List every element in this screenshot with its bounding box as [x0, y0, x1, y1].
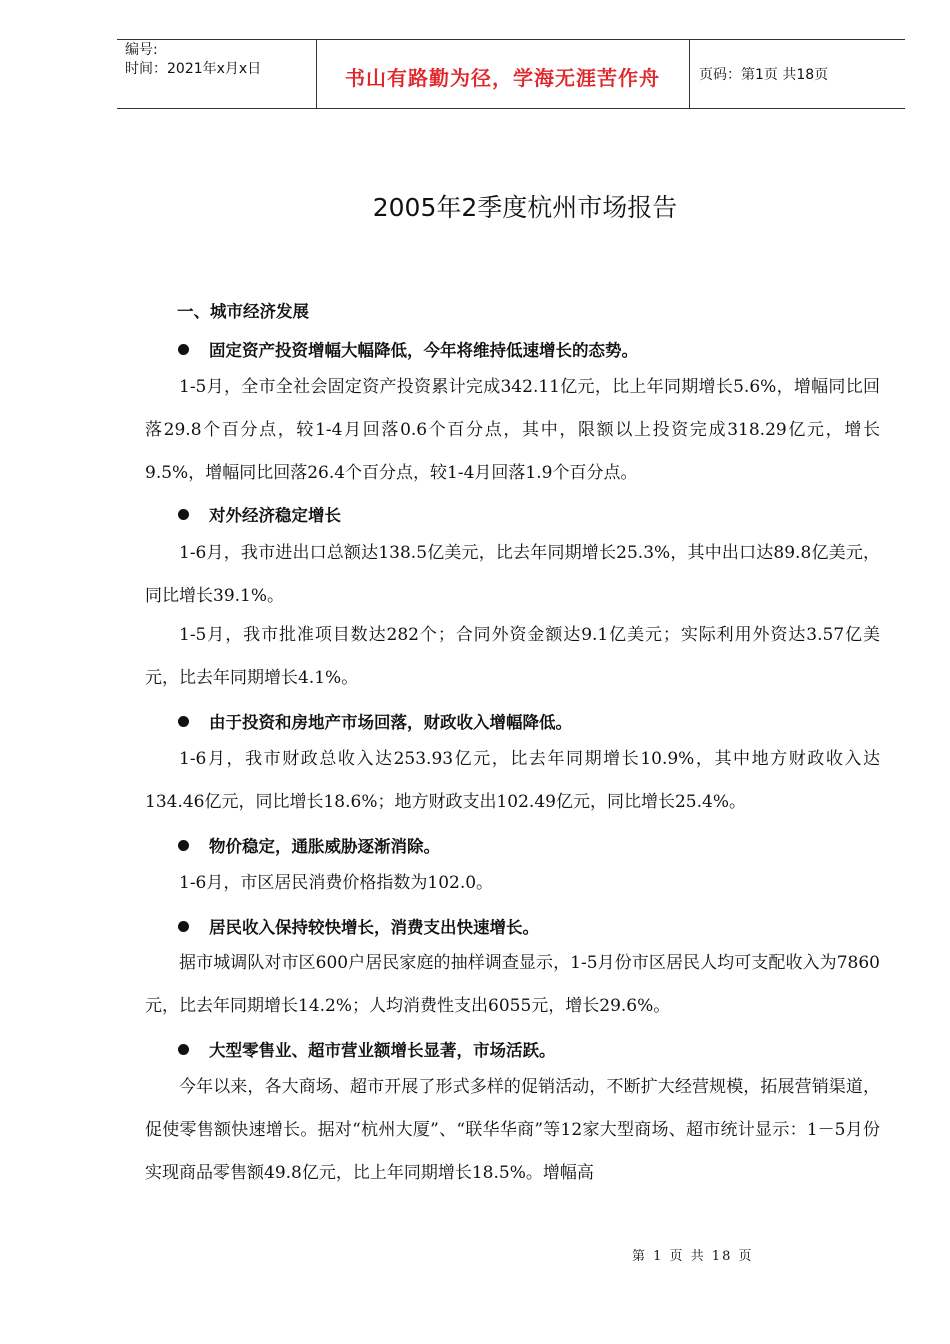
bullet-heading [178, 502, 341, 526]
motto: 书山有路勤为径，学海无涯苦作舟 [345, 66, 660, 90]
page-info: 页码：第1页 共18页 [699, 67, 829, 83]
bullet-heading [178, 709, 572, 733]
paragraph: 1-6月，我市财政总收入达253.93亿元，比去年同期增长10.9%，其中地方财政收入达134.46亿元，同比增长18.6%；地方财政支出102.49亿元，同比增长25.4%。 [145, 749, 880, 812]
bullet-heading [178, 1037, 556, 1061]
header-motto-cell [316, 40, 690, 108]
paragraph: 据市城调队对市区600户居民家庭的抽样调查显示，1-5月份市区居民人均可支配收入为7860元，比去年同期增长14.2%；人均消费性支出6055元，增长29.6%。 [145, 953, 880, 1016]
bullet-dot-icon [178, 509, 189, 520]
bullet-dot-icon [178, 344, 189, 355]
bullet-dot-icon [178, 1044, 189, 1055]
paragraph: 1-6月，我市进出口总额达138.5亿美元，比去年同期增长25.3%，其中出口达89.8亿美元，同比增长39.1%。 [145, 543, 880, 606]
code-label: 编号: [125, 42, 158, 58]
bullet-text: 大型零售业、超市营业额增长显著，市场活跃。 [209, 1041, 556, 1060]
header-meta-cell [117, 40, 317, 108]
paragraph: 今年以来，各大商场、超市开展了形式多样的促销活动，不断扩大经营规模，拓展营销渠道，促使零售额快速增长。据对“杭州大厦”、“联华华商”等12家大型商场、超市统计显示：1－5月份实现商品零售额49.8亿元，比上年同期增长18.5%。增幅高 [145, 1077, 880, 1183]
bullet-text: 由于投资和房地产市场回落，财政收入增幅降低。 [209, 713, 572, 732]
bullet-heading [178, 337, 638, 361]
header-table [117, 39, 905, 109]
header-page-cell [689, 40, 905, 108]
bullet-text: 对外经济稳定增长 [209, 506, 341, 525]
bullet-text: 居民收入保持较快增长，消费支出快速增长。 [209, 918, 539, 937]
bullet-dot-icon [178, 840, 189, 851]
paragraph: 1-5月，我市批准项目数达282个；合同外资金额达9.1亿美元；实际利用外资达3.57亿美元，比去年同期增长4.1%。 [145, 625, 880, 688]
bullet-text: 固定资产投资增幅大幅降低，今年将维持低速增长的态势。 [209, 341, 638, 360]
bullet-text: 物价稳定，通胀威胁逐渐消除。 [209, 837, 440, 856]
bullet-heading [178, 914, 539, 938]
bullet-heading [178, 833, 440, 857]
paragraph: 1-5月，全市全社会固定资产投资累计完成342.11亿元，比上年同期增长5.6%，增幅同比回落29.8个百分点，较1-4月回落0.6个百分点，其中，限额以上投资完成318.29亿元，增长9.5%，增幅同比回落26.4个百分点，较1-4月回落1.9个百分点。 [145, 377, 880, 483]
paragraph: 1-6月，市区居民消费价格指数为102.0。 [179, 873, 494, 893]
page-footer: 第 1 页 共 18 页 [632, 1249, 754, 1264]
bullet-dot-icon [178, 716, 189, 727]
time-label: 时间：2021年x月x日 [125, 61, 262, 77]
section-heading: 一、城市经济发展 [177, 302, 309, 321]
bullet-dot-icon [178, 921, 189, 932]
document-title: 2005年2季度杭州市场报告 [372, 193, 678, 222]
